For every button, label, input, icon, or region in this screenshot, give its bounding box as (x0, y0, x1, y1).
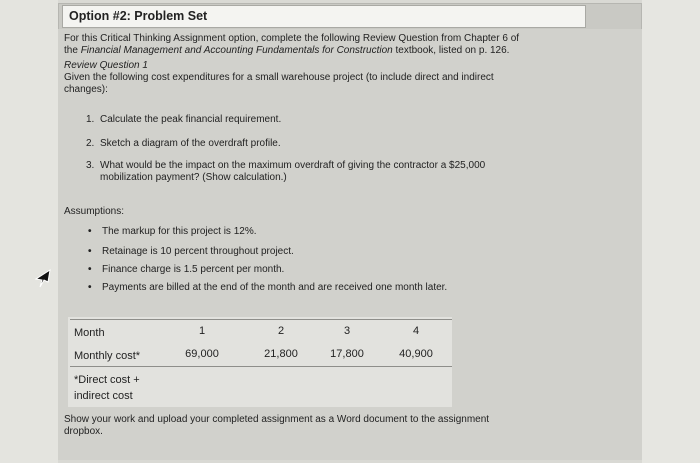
question-1-number: 1. (86, 114, 95, 125)
left-background (0, 0, 58, 463)
assumption-text: Payments are billed at the end of the month and are received one month later. (102, 282, 448, 293)
assumption-item (88, 282, 447, 294)
closing-line-2: dropbox. (64, 426, 103, 437)
cost-month-4: 40,900 (399, 348, 433, 360)
cost-month-3: 17,800 (330, 348, 364, 360)
table-bottom-rule (70, 366, 452, 367)
intro-line-1: For this Critical Thinking Assignment option, complete the following Review Question from Chapter 6 of (64, 33, 520, 44)
month-1: 1 (198, 325, 206, 337)
assumptions-heading: Assumptions: (64, 206, 125, 217)
assumption-text: The markup for this project is 12%. (102, 226, 257, 237)
intro-prefix: the (64, 45, 81, 56)
bullet-icon: • (88, 282, 92, 293)
page-title: Option #2: Problem Set (62, 5, 586, 28)
question-2-text: Sketch a diagram of the overdraft profile. (100, 138, 281, 149)
review-question-label: Review Question 1 (64, 60, 148, 71)
bullet-icon: • (88, 246, 92, 257)
assumption-item (88, 264, 284, 276)
right-background (642, 0, 700, 463)
mouse-pointer-icon (33, 268, 53, 290)
assumption-item (88, 246, 294, 258)
assumption-text: Retainage is 10 percent throughout project. (102, 246, 294, 257)
month-2: 2 (277, 325, 285, 337)
assumption-item (88, 226, 257, 238)
monthly-cost-label: Monthly cost* (74, 350, 141, 362)
table-top-rule (70, 319, 452, 320)
closing-line-1: Show your work and upload your completed assignment as a Word document to the assignment (64, 414, 490, 425)
given-line-2: changes): (64, 84, 108, 95)
bullet-icon: • (88, 226, 92, 237)
question-3-text-line-2: mobilization payment? (Show calculation.) (100, 172, 287, 183)
question-2-number: 2. (86, 138, 95, 149)
intro-line-2 (64, 45, 509, 57)
textbook-title: Financial Management and Accounting Fundamentals for Construction (80, 45, 393, 56)
question-3-text-line-1: What would be the impact on the maximum overdraft of giving the contractor a $25,000 (100, 160, 486, 171)
month-row-label: Month (74, 327, 105, 339)
month-4: 4 (412, 325, 420, 337)
question-3-number: 3. (86, 160, 95, 171)
cost-month-2: 21,800 (264, 348, 298, 360)
month-3: 3 (343, 325, 351, 337)
bullet-icon: • (88, 264, 92, 275)
assumption-text: Finance charge is 1.5 percent per month. (102, 264, 285, 275)
given-line-1: Given the following cost expenditures for a small warehouse project (to include direct and indirect (64, 72, 494, 83)
cost-month-1: 69,000 (185, 348, 219, 360)
footnote-line-2: indirect cost (74, 390, 133, 402)
footnote-line-1: *Direct cost + (74, 374, 140, 386)
intro-suffix: textbook, listed on p. 126. (392, 45, 510, 56)
question-1-text: Calculate the peak financial requirement. (100, 114, 282, 125)
